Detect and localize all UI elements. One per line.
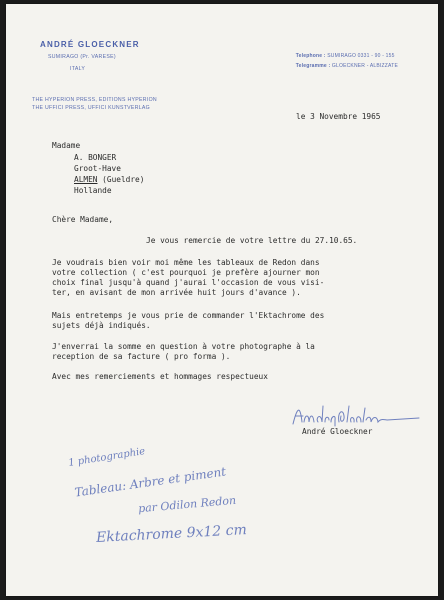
recipient-city-underlined: ALMEN bbox=[74, 175, 98, 184]
letterhead-country: ITALY bbox=[70, 66, 86, 72]
telephone-value: SUMIRAGO 0331 - 90 - 155 bbox=[327, 53, 395, 59]
handwritten-note-2: Tableau: Arbre et piment bbox=[73, 464, 227, 500]
paragraph-4-line: reception de sa facture ( pro forma ). bbox=[52, 352, 231, 361]
recipient-city-rest: (Gueldre) bbox=[97, 175, 145, 184]
telegramme-value: GLOECKNER - ALBIZZATE bbox=[331, 63, 398, 69]
letterhead-press-1: THE HYPERION PRESS, EDITIONS HYPERION bbox=[32, 97, 157, 103]
letter-sheet bbox=[6, 4, 438, 596]
telegramme-label: Telegramme : bbox=[295, 63, 331, 69]
paragraph-1: Je vous remercie de votre lettre du 27.10.65. bbox=[146, 236, 358, 245]
paragraph-4 bbox=[52, 342, 315, 362]
handwritten-signature bbox=[291, 402, 421, 428]
paragraph-2-line: Je voudrais bien voir moi même les tableaux de Redon dans bbox=[52, 258, 320, 267]
recipient-name: A. BONGER bbox=[74, 153, 117, 162]
paragraph-3-line: Mais entretemps je vous prie de commander l'Ektachrome des bbox=[52, 311, 325, 320]
paragraph-4-line: J'enverrai la somme en question à votre photographe à la bbox=[52, 342, 315, 351]
paragraph-3 bbox=[52, 311, 324, 331]
signature-name: André Gloeckner bbox=[302, 427, 373, 436]
paragraph-2 bbox=[52, 258, 324, 298]
telephone-label: Telephone : bbox=[295, 53, 326, 59]
letter-date: le 3 Novembre 1965 bbox=[296, 112, 381, 121]
paragraph-3-line: sujets déjà indiqués. bbox=[52, 321, 151, 330]
closing: Avec mes remerciements et hommages respectueux bbox=[52, 372, 268, 381]
greeting: Chère Madame, bbox=[52, 215, 114, 224]
recipient-salutation: Madame bbox=[52, 141, 81, 150]
recipient-city bbox=[74, 175, 144, 185]
recipient-country: Hollande bbox=[74, 186, 112, 195]
paragraph-2-line: votre collection ( c'est pourquoi je prefère ajourner mon bbox=[52, 268, 320, 277]
paragraph-2-line: ter, en avisant de mon arrivée huit jours d'avance ). bbox=[52, 288, 301, 297]
letterhead-press-2: THE UFFICI PRESS, UFFICI KUNSTVERLAG bbox=[32, 105, 151, 111]
paragraph-2-line: choix final jusqu'à quand j'aurai l'occasion de vous visi- bbox=[52, 278, 325, 287]
letterhead-contact bbox=[296, 51, 398, 71]
handwritten-note-1: 1 photographie bbox=[67, 446, 146, 469]
handwritten-note-3: par Odilon Redon bbox=[137, 493, 237, 516]
handwritten-note-4: Ektachrome 9x12 cm bbox=[95, 522, 248, 546]
letterhead-address: SUMIRAGO (Pr. VARESE) bbox=[48, 54, 116, 60]
recipient-street: Groot-Have bbox=[74, 164, 121, 173]
letterhead-name: ANDRÉ GLOECKNER bbox=[40, 40, 140, 49]
